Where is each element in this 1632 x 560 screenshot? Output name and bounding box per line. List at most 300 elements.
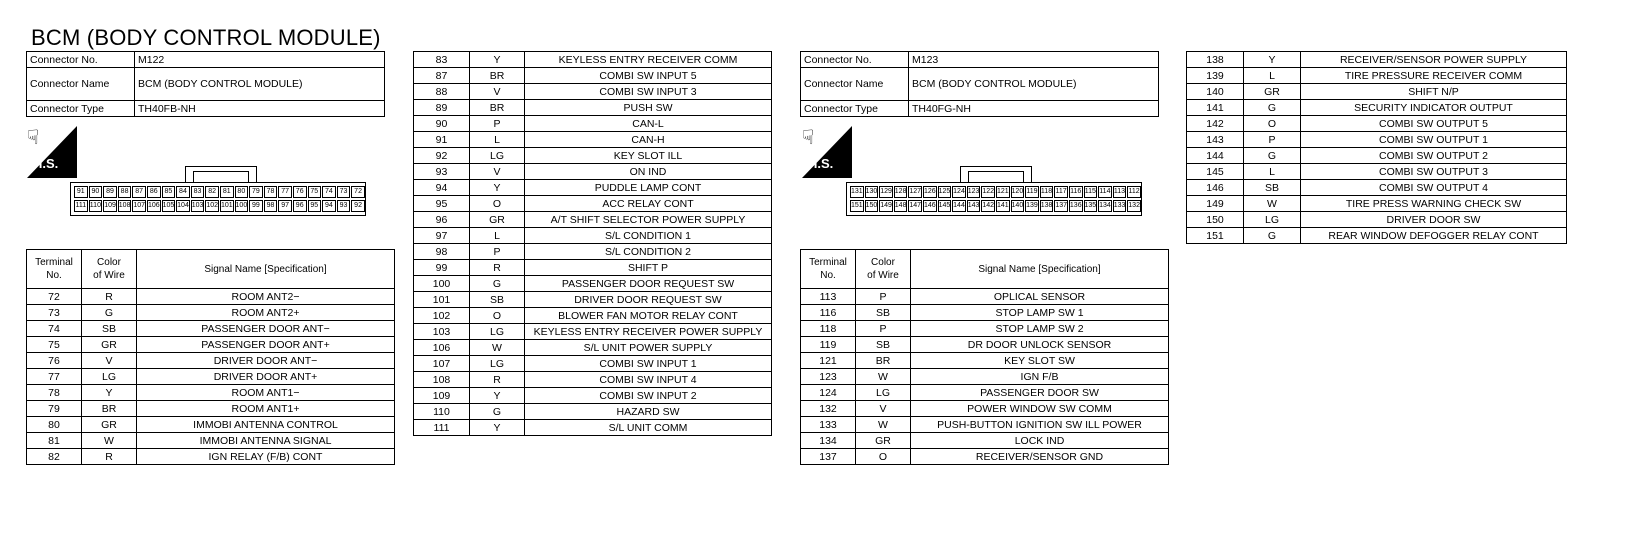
table-row — [801, 321, 1169, 337]
wire-color: V — [470, 84, 525, 100]
connector-pin: 150 — [865, 200, 879, 212]
connector-info-m123 — [800, 51, 1159, 117]
signal-name: PASSENGER DOOR ANT+ — [137, 337, 395, 353]
wire-color: W — [856, 417, 911, 433]
table-row — [414, 388, 772, 404]
terminal-no: 106 — [414, 340, 470, 356]
wire-color: G — [1244, 100, 1301, 116]
signal-name: KEY SLOT ILL — [525, 148, 772, 164]
connector-pin: 120 — [1011, 186, 1025, 198]
connector-pin: 118 — [1040, 186, 1054, 198]
wire-color: LG — [82, 369, 137, 385]
terminal-no: 94 — [414, 180, 470, 196]
signal-name: COMBI SW INPUT 2 — [525, 388, 772, 404]
table-row — [414, 244, 772, 260]
connector-pin: 99 — [249, 200, 263, 212]
terminal-no: 133 — [801, 417, 856, 433]
terminal-no: 118 — [801, 321, 856, 337]
table-row — [414, 212, 772, 228]
terminal-no: 140 — [1187, 84, 1244, 100]
connector-pin: 132 — [1127, 200, 1141, 212]
table-row — [414, 196, 772, 212]
wire-color: SB — [856, 337, 911, 353]
signal-name: DRIVER DOOR ANT− — [137, 353, 395, 369]
signal-name: A/T SHIFT SELECTOR POWER SUPPLY — [525, 212, 772, 228]
connector-pin: 119 — [1025, 186, 1039, 198]
table-row — [414, 308, 772, 324]
signal-name: PASSENGER DOOR REQUEST SW — [525, 276, 772, 292]
terminal-no: 139 — [1187, 68, 1244, 84]
terminal-no: 145 — [1187, 164, 1244, 180]
table-row — [1187, 132, 1567, 148]
wire-color: L — [1244, 68, 1301, 84]
signal-name: ACC RELAY CONT — [525, 196, 772, 212]
header-color: Color of Wire — [82, 250, 137, 289]
connector-pin: 130 — [865, 186, 879, 198]
table-row — [801, 385, 1169, 401]
signal-name: COMBI SW INPUT 1 — [525, 356, 772, 372]
signal-name: ROOM ANT2+ — [137, 305, 395, 321]
terminal-no: 150 — [1187, 212, 1244, 228]
connector-pin: 136 — [1069, 200, 1083, 212]
signal-name: COMBI SW OUTPUT 5 — [1301, 116, 1567, 132]
connector-pin: 111 — [74, 200, 88, 212]
table-row — [27, 289, 395, 305]
connector-pin: 107 — [132, 200, 146, 212]
connector-pin: 112 — [1127, 186, 1141, 198]
connector-pin: 114 — [1098, 186, 1112, 198]
signal-name: COMBI SW OUTPUT 4 — [1301, 180, 1567, 196]
table-row — [801, 417, 1169, 433]
connector-pin: 92 — [351, 200, 365, 212]
signal-name: PUSH-BUTTON IGNITION SW ILL POWER — [911, 417, 1169, 433]
connector-pin: 78 — [264, 186, 278, 198]
connector-pin: 72 — [351, 186, 365, 198]
terminal-no: 121 — [801, 353, 856, 369]
terminal-no: 89 — [414, 100, 470, 116]
signal-name: DRIVER DOOR REQUEST SW — [525, 292, 772, 308]
connector-type-value: TH40FG-NH — [909, 101, 1159, 117]
terminal-no: 101 — [414, 292, 470, 308]
connector-pin: 74 — [322, 186, 336, 198]
signal-name: SHIFT P — [525, 260, 772, 276]
wire-color: W — [1244, 196, 1301, 212]
terminal-no: 87 — [414, 68, 470, 84]
wire-color: LG — [470, 356, 525, 372]
table-row — [801, 369, 1169, 385]
wire-color: Y — [1244, 52, 1301, 68]
signal-name: KEYLESS ENTRY RECEIVER COMM — [525, 52, 772, 68]
header-signal: Signal Name [Specification] — [137, 250, 395, 289]
connector-no-value: M123 — [909, 52, 1159, 68]
connector-pin: 143 — [967, 200, 981, 212]
wire-color: GR — [82, 337, 137, 353]
terminal-no: 102 — [414, 308, 470, 324]
connector-pin: 124 — [952, 186, 966, 198]
connector-pin: 151 — [850, 200, 864, 212]
connector-pin: 117 — [1054, 186, 1068, 198]
connector-pin: 79 — [249, 186, 263, 198]
signal-name: STOP LAMP SW 1 — [911, 305, 1169, 321]
signal-name: TIRE PRESS WARNING CHECK SW — [1301, 196, 1567, 212]
signal-name: ROOM ANT1+ — [137, 401, 395, 417]
wire-color: BR — [82, 401, 137, 417]
connector-pin: 77 — [278, 186, 292, 198]
connector-pin: 109 — [103, 200, 117, 212]
pin-table-m122-part2 — [413, 51, 772, 436]
connector-pin: 147 — [908, 200, 922, 212]
table-row — [27, 369, 395, 385]
table-row — [414, 52, 772, 68]
wire-color: O — [470, 308, 525, 324]
connector-no-value: M122 — [135, 52, 385, 68]
wire-color: V — [856, 401, 911, 417]
signal-name: COMBI SW INPUT 5 — [525, 68, 772, 84]
wire-color: BR — [856, 353, 911, 369]
connector-info-m122 — [26, 51, 385, 117]
connector-pin: 142 — [981, 200, 995, 212]
connector-no-label: Connector No. — [27, 52, 135, 68]
table-row — [801, 353, 1169, 369]
wire-color: W — [470, 340, 525, 356]
terminal-no: 77 — [27, 369, 82, 385]
signal-name: SECURITY INDICATOR OUTPUT — [1301, 100, 1567, 116]
table-row — [1187, 164, 1567, 180]
wiring-hand-icon: ☟ — [27, 127, 40, 149]
wire-color: W — [856, 369, 911, 385]
terminal-no: 76 — [27, 353, 82, 369]
connector-pin: 81 — [220, 186, 234, 198]
wire-color: O — [470, 196, 525, 212]
connector-pin: 128 — [894, 186, 908, 198]
terminal-no: 134 — [801, 433, 856, 449]
signal-name: CAN-L — [525, 116, 772, 132]
connector-pin: 108 — [118, 200, 132, 212]
wire-color: R — [82, 289, 137, 305]
terminal-no: 144 — [1187, 148, 1244, 164]
connector-pin: 121 — [996, 186, 1010, 198]
table-row — [1187, 180, 1567, 196]
connector-pin: 125 — [938, 186, 952, 198]
table-row — [27, 401, 395, 417]
wire-color: SB — [82, 321, 137, 337]
wire-color: G — [1244, 148, 1301, 164]
connector-pin: 141 — [996, 200, 1010, 212]
terminal-no: 103 — [414, 324, 470, 340]
connector-pin: 140 — [1011, 200, 1025, 212]
signal-name: BLOWER FAN MOTOR RELAY CONT — [525, 308, 772, 324]
connector-pin: 105 — [162, 200, 176, 212]
wire-color: R — [470, 260, 525, 276]
connector-type-label: Connector Type — [27, 101, 135, 117]
signal-name: ROOM ANT1− — [137, 385, 395, 401]
connector-pin: 91 — [74, 186, 88, 198]
terminal-no: 95 — [414, 196, 470, 212]
connector-pin: 106 — [147, 200, 161, 212]
signal-name: SHIFT N/P — [1301, 84, 1567, 100]
table-row — [27, 449, 395, 465]
terminal-no: 109 — [414, 388, 470, 404]
table-row — [414, 228, 772, 244]
connector-pin: 129 — [879, 186, 893, 198]
table-row — [414, 100, 772, 116]
terminal-no: 78 — [27, 385, 82, 401]
table-row — [27, 385, 395, 401]
connector-pin: 146 — [923, 200, 937, 212]
table-row — [414, 180, 772, 196]
terminal-no: 146 — [1187, 180, 1244, 196]
connector-pin: 145 — [938, 200, 952, 212]
signal-name: S/L UNIT COMM — [525, 420, 772, 436]
wire-color: O — [856, 449, 911, 465]
signal-name: IMMOBI ANTENNA CONTROL — [137, 417, 395, 433]
connector-name-value: BCM (BODY CONTROL MODULE) — [135, 68, 385, 101]
hs-label: H.S. — [808, 156, 834, 171]
wire-color: GR — [470, 212, 525, 228]
wire-color: L — [470, 228, 525, 244]
wire-color: Y — [470, 420, 525, 436]
connector-pin: 127 — [908, 186, 922, 198]
connector-name-value: BCM (BODY CONTROL MODULE) — [909, 68, 1159, 101]
wire-color: Y — [82, 385, 137, 401]
table-row — [1187, 212, 1567, 228]
signal-name: HAZARD SW — [525, 404, 772, 420]
signal-name: PUDDLE LAMP CONT — [525, 180, 772, 196]
table-row — [414, 340, 772, 356]
table-row — [414, 148, 772, 164]
terminal-no: 149 — [1187, 196, 1244, 212]
wire-color: GR — [82, 417, 137, 433]
hs-badge — [802, 126, 852, 178]
connector-pin: 95 — [308, 200, 322, 212]
table-row — [414, 84, 772, 100]
wire-color: G — [470, 404, 525, 420]
connector-pin: 82 — [205, 186, 219, 198]
table-row — [27, 353, 395, 369]
signal-name: LOCK IND — [911, 433, 1169, 449]
connector-pin: 104 — [176, 200, 190, 212]
wire-color: V — [82, 353, 137, 369]
connector-pin: 137 — [1054, 200, 1068, 212]
signal-name: DR DOOR UNLOCK SENSOR — [911, 337, 1169, 353]
terminal-no: 119 — [801, 337, 856, 353]
connector-pin: 85 — [162, 186, 176, 198]
table-row — [27, 337, 395, 353]
wire-color: Y — [470, 52, 525, 68]
wire-color: Y — [470, 388, 525, 404]
table-row — [414, 404, 772, 420]
wire-color: LG — [470, 324, 525, 340]
wire-color: L — [1244, 164, 1301, 180]
terminal-no: 111 — [414, 420, 470, 436]
pin-table-m122-part1 — [26, 249, 395, 465]
terminal-no: 80 — [27, 417, 82, 433]
header-terminal: Terminal No. — [801, 250, 856, 289]
connector-pin: 84 — [176, 186, 190, 198]
table-row — [414, 260, 772, 276]
connector-pin: 97 — [278, 200, 292, 212]
terminal-no: 124 — [801, 385, 856, 401]
wire-color: BR — [470, 100, 525, 116]
terminal-no: 110 — [414, 404, 470, 420]
table-row — [414, 164, 772, 180]
table-row — [414, 276, 772, 292]
terminal-no: 151 — [1187, 228, 1244, 244]
wire-color: L — [470, 132, 525, 148]
connector-pin: 83 — [191, 186, 205, 198]
header-color: Color of Wire — [856, 250, 911, 289]
table-row — [414, 420, 772, 436]
signal-name: PASSENGER DOOR ANT− — [137, 321, 395, 337]
wire-color: G — [1244, 228, 1301, 244]
connector-pin: 133 — [1113, 200, 1127, 212]
signal-name: KEYLESS ENTRY RECEIVER POWER SUPPLY — [525, 324, 772, 340]
wire-color: R — [82, 449, 137, 465]
connector-pin: 90 — [89, 186, 103, 198]
signal-name: COMBI SW INPUT 4 — [525, 372, 772, 388]
connector-pin: 87 — [132, 186, 146, 198]
connector-pin: 122 — [981, 186, 995, 198]
table-row — [1187, 84, 1567, 100]
terminal-no: 81 — [27, 433, 82, 449]
connector-name-label: Connector Name — [801, 68, 909, 101]
signal-name: COMBI SW OUTPUT 2 — [1301, 148, 1567, 164]
terminal-no: 92 — [414, 148, 470, 164]
terminal-no: 72 — [27, 289, 82, 305]
header-signal: Signal Name [Specification] — [911, 250, 1169, 289]
table-row — [414, 132, 772, 148]
terminal-no: 82 — [27, 449, 82, 465]
signal-name: COMBI SW INPUT 3 — [525, 84, 772, 100]
connector-pin: 100 — [235, 200, 249, 212]
connector-pin: 148 — [894, 200, 908, 212]
connector-pin: 76 — [293, 186, 307, 198]
signal-name: OPLICAL SENSOR — [911, 289, 1169, 305]
table-row — [414, 372, 772, 388]
table-row — [27, 321, 395, 337]
wire-color: GR — [1244, 84, 1301, 100]
wire-color: GR — [856, 433, 911, 449]
wire-color: P — [470, 244, 525, 260]
table-row — [1187, 196, 1567, 212]
signal-name: COMBI SW OUTPUT 1 — [1301, 132, 1567, 148]
connector-pin: 103 — [191, 200, 205, 212]
hs-badge — [27, 126, 77, 178]
terminal-no: 99 — [414, 260, 470, 276]
wire-color: SB — [856, 305, 911, 321]
wire-color: G — [82, 305, 137, 321]
table-row — [801, 337, 1169, 353]
table-row — [1187, 68, 1567, 84]
terminal-no: 141 — [1187, 100, 1244, 116]
terminal-no: 116 — [801, 305, 856, 321]
connector-pin: 138 — [1040, 200, 1054, 212]
terminal-no: 73 — [27, 305, 82, 321]
connector-type-value: TH40FB-NH — [135, 101, 385, 117]
signal-name: CAN-H — [525, 132, 772, 148]
table-row — [1187, 116, 1567, 132]
wire-color: LG — [470, 148, 525, 164]
wire-color: V — [470, 164, 525, 180]
wire-color: P — [1244, 132, 1301, 148]
terminal-no: 138 — [1187, 52, 1244, 68]
connector-pin: 86 — [147, 186, 161, 198]
signal-name: ROOM ANT2− — [137, 289, 395, 305]
header-terminal: Terminal No. — [27, 250, 82, 289]
connector-pin: 123 — [967, 186, 981, 198]
wire-color: W — [82, 433, 137, 449]
wire-color: SB — [470, 292, 525, 308]
terminal-no: 83 — [414, 52, 470, 68]
connector-pin: 89 — [103, 186, 117, 198]
terminal-no: 113 — [801, 289, 856, 305]
wire-color: SB — [1244, 180, 1301, 196]
connector-pin: 115 — [1084, 186, 1098, 198]
connector-pin: 102 — [205, 200, 219, 212]
connector-pin: 110 — [89, 200, 103, 212]
terminal-no: 88 — [414, 84, 470, 100]
table-row — [414, 324, 772, 340]
connector-pin: 80 — [235, 186, 249, 198]
table-row — [1187, 100, 1567, 116]
connector-pin: 134 — [1098, 200, 1112, 212]
signal-name: IGN RELAY (F/B) CONT — [137, 449, 395, 465]
connector-pin: 94 — [322, 200, 336, 212]
wiring-hand-icon: ☟ — [802, 127, 815, 149]
connector-pin: 116 — [1069, 186, 1083, 198]
wire-color: LG — [856, 385, 911, 401]
connector-name-label: Connector Name — [27, 68, 135, 101]
terminal-no: 137 — [801, 449, 856, 465]
table-row — [801, 401, 1169, 417]
connector-pin: 139 — [1025, 200, 1039, 212]
wire-color: P — [856, 321, 911, 337]
connector-pin: 98 — [264, 200, 278, 212]
signal-name: S/L UNIT POWER SUPPLY — [525, 340, 772, 356]
connector-pin: 73 — [337, 186, 351, 198]
terminal-no: 143 — [1187, 132, 1244, 148]
table-row — [1187, 52, 1567, 68]
signal-name: REAR WINDOW DEFOGGER RELAY CONT — [1301, 228, 1567, 244]
terminal-no: 96 — [414, 212, 470, 228]
wire-color: O — [1244, 116, 1301, 132]
terminal-no: 132 — [801, 401, 856, 417]
hs-label: H.S. — [33, 156, 59, 171]
terminal-no: 90 — [414, 116, 470, 132]
connector-pin: 113 — [1113, 186, 1127, 198]
table-row — [27, 433, 395, 449]
connector-pin: 144 — [952, 200, 966, 212]
terminal-no: 91 — [414, 132, 470, 148]
wire-color: P — [470, 116, 525, 132]
connector-pin: 93 — [337, 200, 351, 212]
table-row — [801, 305, 1169, 321]
pin-table-m123-part2 — [1186, 51, 1567, 244]
signal-name: POWER WINDOW SW COMM — [911, 401, 1169, 417]
terminal-no: 74 — [27, 321, 82, 337]
connector-pin: 149 — [879, 200, 893, 212]
wire-color: R — [470, 372, 525, 388]
signal-name: KEY SLOT SW — [911, 353, 1169, 369]
terminal-no: 123 — [801, 369, 856, 385]
page-title: BCM (BODY CONTROL MODULE) — [31, 25, 381, 50]
signal-name: STOP LAMP SW 2 — [911, 321, 1169, 337]
signal-name: S/L CONDITION 1 — [525, 228, 772, 244]
table-row — [801, 433, 1169, 449]
terminal-no: 97 — [414, 228, 470, 244]
wire-color: Y — [470, 180, 525, 196]
terminal-no: 75 — [27, 337, 82, 353]
